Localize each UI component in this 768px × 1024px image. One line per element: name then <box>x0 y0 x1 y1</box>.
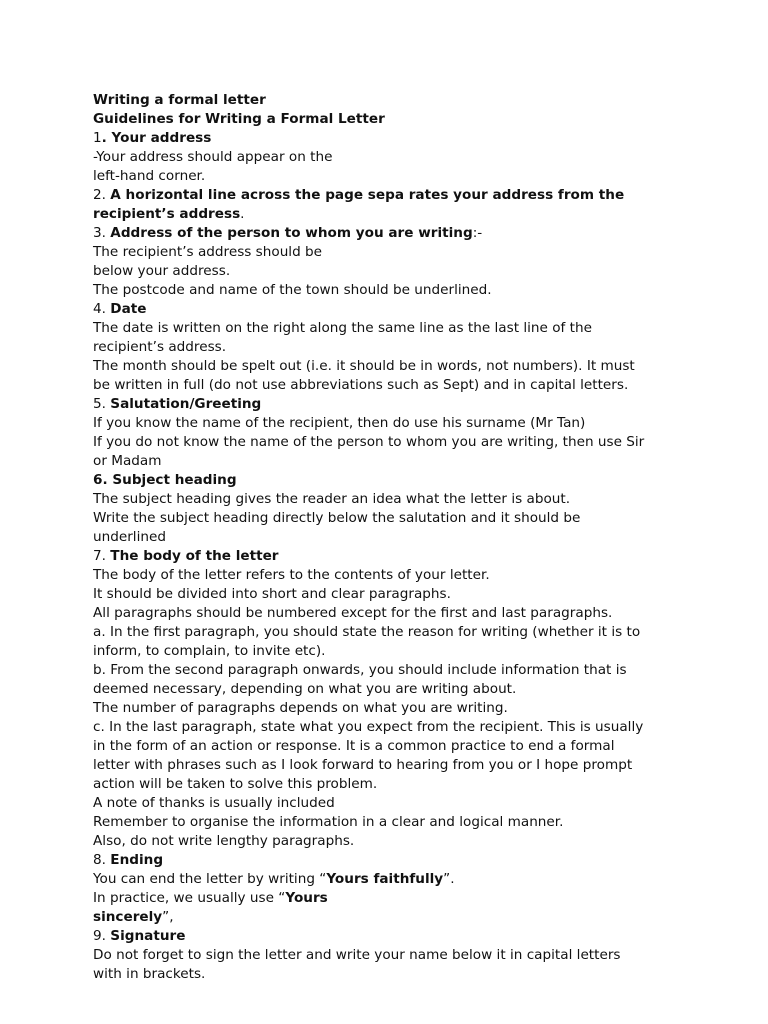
body-text-line: left-hand corner. <box>93 168 206 184</box>
body-text-line: -Your address should appear on the <box>93 149 333 165</box>
section-number: 3. <box>93 225 111 241</box>
section-heading-text: 6. Subject heading <box>93 472 237 488</box>
body-text-line: The subject heading gives the reader an idea what the letter is about. <box>93 491 571 507</box>
section-heading-text: Ending <box>110 852 164 868</box>
body-text-line: The month should be spelt out (i.e. it should be in words, not numbers). It must <box>93 358 635 374</box>
body-text-line: c. In the last paragraph, state what you expect from the recipient. This is usually <box>93 719 644 735</box>
section-number: 8. <box>93 852 111 868</box>
section-heading-suffix: . <box>240 206 245 222</box>
section-heading-suffix: :- <box>472 225 483 241</box>
body-text-line: If you do not know the name of the person to whom you are writing, then use Sir <box>93 434 645 450</box>
section-heading <box>93 300 693 319</box>
document-title: Writing a formal letter <box>93 92 266 108</box>
section-heading <box>93 851 693 870</box>
body-text-line: recipient’s address. <box>93 339 227 355</box>
emphasized-phrase: Yours <box>285 890 328 906</box>
body-text-line: If you know the name of the recipient, then do use his surname (Mr Tan) <box>93 415 586 431</box>
section-2 <box>93 186 693 224</box>
line-text: ”. <box>443 871 455 887</box>
section-4 <box>93 300 693 395</box>
section-number: 9. <box>93 928 111 944</box>
section-5 <box>93 395 693 471</box>
section-number: 2. <box>93 187 111 203</box>
body-text-line: inform, to complain, to invite etc). <box>93 643 326 659</box>
body-text-line: The number of paragraphs depends on what you are writing. <box>93 700 508 716</box>
body-text-line: The date is written on the right along the same line as the last line of the <box>93 320 592 336</box>
section-number: 4. <box>93 301 111 317</box>
body-text-line: deemed necessary, depending on what you are writing about. <box>93 681 517 697</box>
section-heading <box>93 129 693 148</box>
section-heading-text: Signature <box>110 928 186 944</box>
section-6 <box>93 471 693 547</box>
section-heading-text: Address of the person to whom you are writing <box>110 225 473 241</box>
body-text-line: action will be taken to solve this problem. <box>93 776 378 792</box>
section-heading-text: A horizontal line across the page sepa rates your address from the <box>110 187 625 203</box>
body-text-line: A note of thanks is usually included <box>93 795 335 811</box>
body-text-line: b. From the second paragraph onwards, you should include information that is <box>93 662 627 678</box>
body-text-line: All paragraphs should be numbered except for the first and last paragraphs. <box>93 605 613 621</box>
section-heading-text: . Your address <box>101 130 212 146</box>
body-text-line: The recipient’s address should be <box>93 244 323 260</box>
section-heading-text: The body of the letter <box>110 548 279 564</box>
section-heading <box>93 224 693 243</box>
body-text-line: Remember to organise the information in a clear and logical manner. <box>93 814 564 830</box>
section-8 <box>93 851 693 927</box>
section-heading-text: Date <box>110 301 147 317</box>
section-line <box>93 908 693 927</box>
section-number: 1 <box>93 130 102 146</box>
section-9 <box>93 927 693 984</box>
section-heading <box>93 205 693 224</box>
section-heading <box>93 927 693 946</box>
body-text-line: be written in full (do not use abbreviations such as Sept) and in capital letters. <box>93 377 629 393</box>
body-text-line: Write the subject heading directly below the salutation and it should be <box>93 510 581 526</box>
emphasized-phrase: sincerely <box>93 909 163 925</box>
document-page <box>93 91 693 984</box>
body-text-line: in the form of an action or response. It is a common practice to end a formal <box>93 738 615 754</box>
sections-container <box>93 129 693 984</box>
body-text-line: The body of the letter refers to the contents of your letter. <box>93 567 490 583</box>
section-heading <box>93 471 693 490</box>
section-line <box>93 870 693 889</box>
section-3 <box>93 224 693 300</box>
section-number: 5. <box>93 396 111 412</box>
body-text-line: a. In the first paragraph, you should state the reason for writing (whether it is to <box>93 624 641 640</box>
section-number: 7. <box>93 548 111 564</box>
section-heading <box>93 547 693 566</box>
body-text-line: It should be divided into short and clear paragraphs. <box>93 586 451 602</box>
section-7 <box>93 547 693 851</box>
section-line <box>93 889 693 908</box>
body-text-line: underlined <box>93 529 166 545</box>
body-text-line: with in brackets. <box>93 966 206 982</box>
section-heading <box>93 186 693 205</box>
body-text-line: Do not forget to sign the letter and write your name below it in capital letters <box>93 947 621 963</box>
line-text: You can end the letter by writing “ <box>93 871 327 887</box>
line-text: In practice, we usually use “ <box>93 890 286 906</box>
body-text-line: or Madam <box>93 453 162 469</box>
document-subtitle: Guidelines for Writing a Formal Letter <box>93 111 385 127</box>
body-text-line: letter with phrases such as I look forward to hearing from you or I hope prompt <box>93 757 633 773</box>
section-1 <box>93 129 693 186</box>
line-text: ”, <box>162 909 174 925</box>
body-text-line: The postcode and name of the town should be underlined. <box>93 282 492 298</box>
emphasized-phrase: Yours faithfully <box>326 871 444 887</box>
section-heading-text: Salutation/Greeting <box>110 396 262 412</box>
section-heading-text: recipient’s address <box>93 206 241 222</box>
body-text-line: below your address. <box>93 263 231 279</box>
body-text-line: Also, do not write lengthy paragraphs. <box>93 833 355 849</box>
section-heading <box>93 395 693 414</box>
